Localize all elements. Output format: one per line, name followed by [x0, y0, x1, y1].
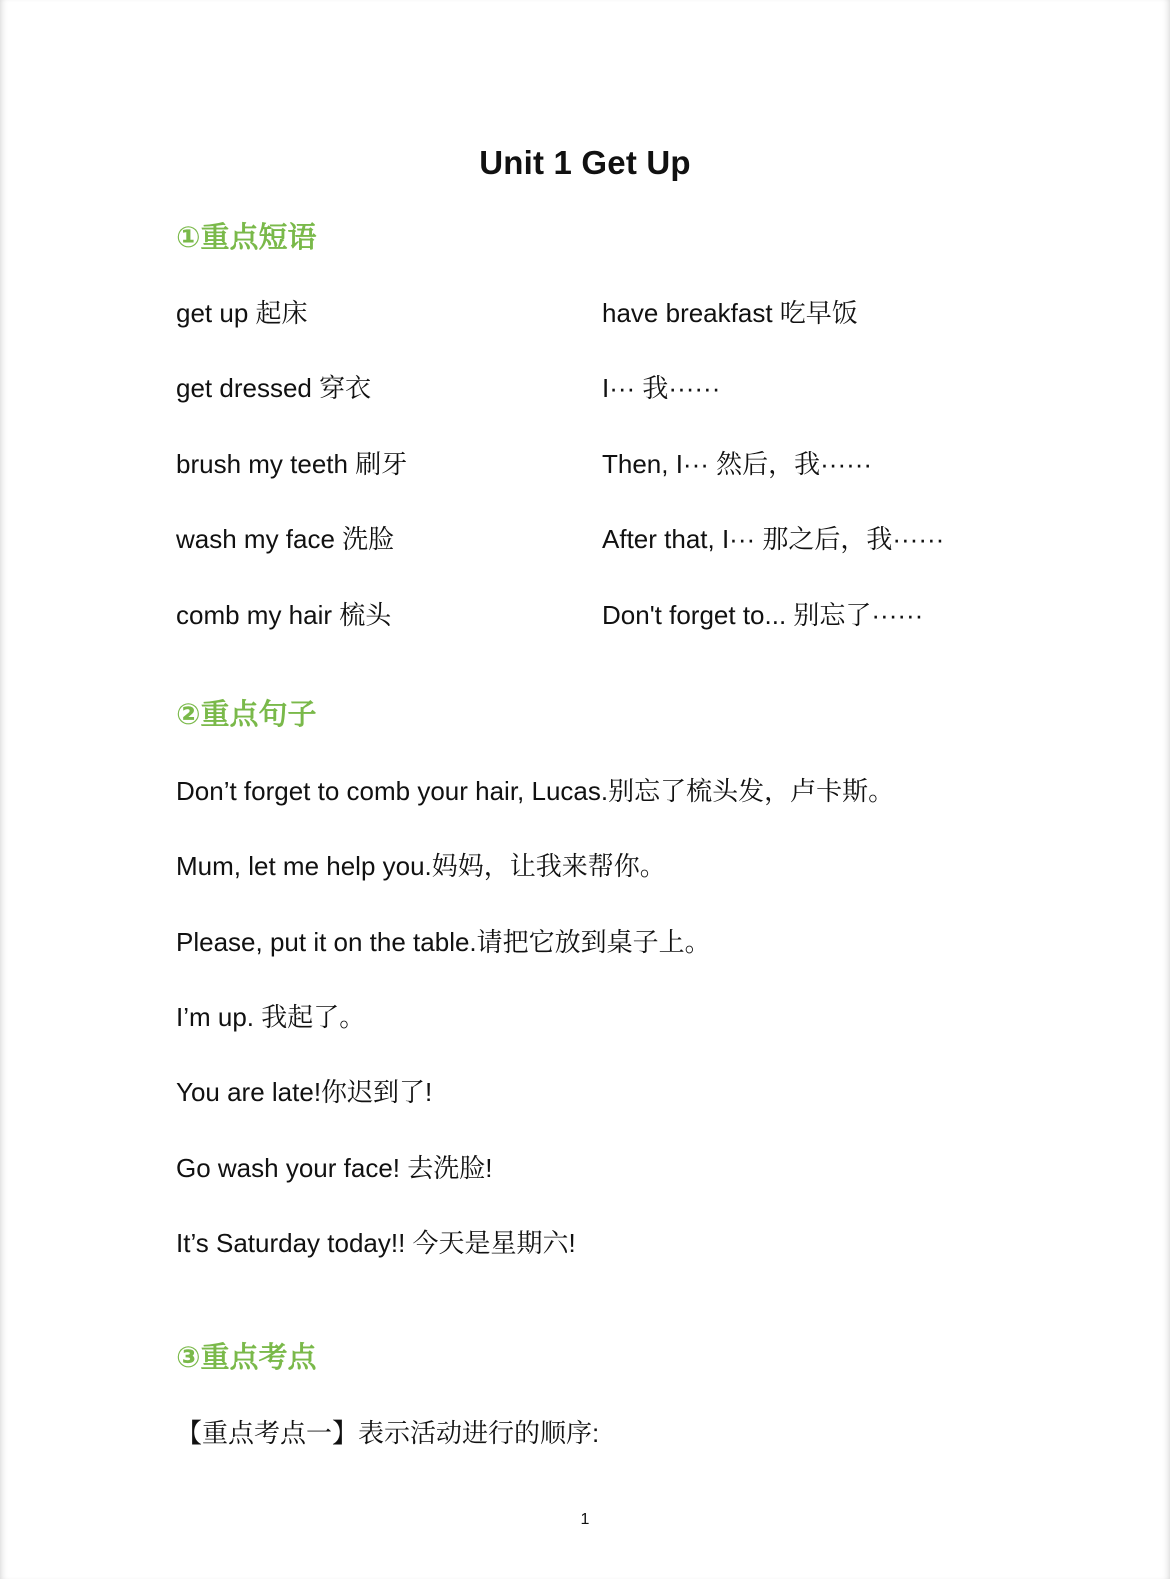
sentence-item: It’s Saturday today!! 今天是星期六!	[176, 1228, 576, 1258]
phrase-item: get dressed 穿衣	[176, 373, 372, 403]
section-heading-sentences: ②重点句子	[176, 699, 317, 731]
phrase-item: After that, I··· 那之后，我······	[602, 524, 945, 554]
page-title: Unit 1 Get Up	[479, 144, 691, 181]
phrase-item: Don't forget to... 别忘了······	[602, 600, 924, 630]
sentence-item: Please, put it on the table.请把它放到桌子上。	[176, 927, 711, 957]
phrase-item: get up 起床	[176, 298, 308, 328]
section-heading-phrases: ①重点短语	[176, 222, 317, 254]
phrase-item: comb my hair 梳头	[176, 600, 392, 630]
sentence-item: Mum, let me help you.妈妈，让我来帮你。	[176, 851, 666, 881]
phrase-item: Then, I··· 然后，我······	[602, 449, 873, 479]
phrase-item: have breakfast 吃早饭	[602, 298, 858, 328]
phrase-item: wash my face 洗脸	[176, 524, 395, 554]
sentence-item: Don’t forget to comb your hair, Lucas.别忘了梳头发，卢卡斯。	[176, 776, 895, 806]
sentence-item: You are late!你迟到了!	[176, 1077, 433, 1107]
section-heading-exam-points: ③重点考点	[176, 1342, 317, 1374]
sentence-item: Go wash your face! 去洗脸!	[176, 1153, 493, 1183]
sentence-item: I’m up. 我起了。	[176, 1002, 366, 1032]
phrase-item: brush my teeth 刷牙	[176, 449, 408, 479]
phrase-item: I··· 我······	[602, 373, 721, 403]
page-number: 1	[580, 1511, 590, 1528]
key-point-line: 【重点考点一】表示活动进行的顺序:	[176, 1418, 600, 1448]
